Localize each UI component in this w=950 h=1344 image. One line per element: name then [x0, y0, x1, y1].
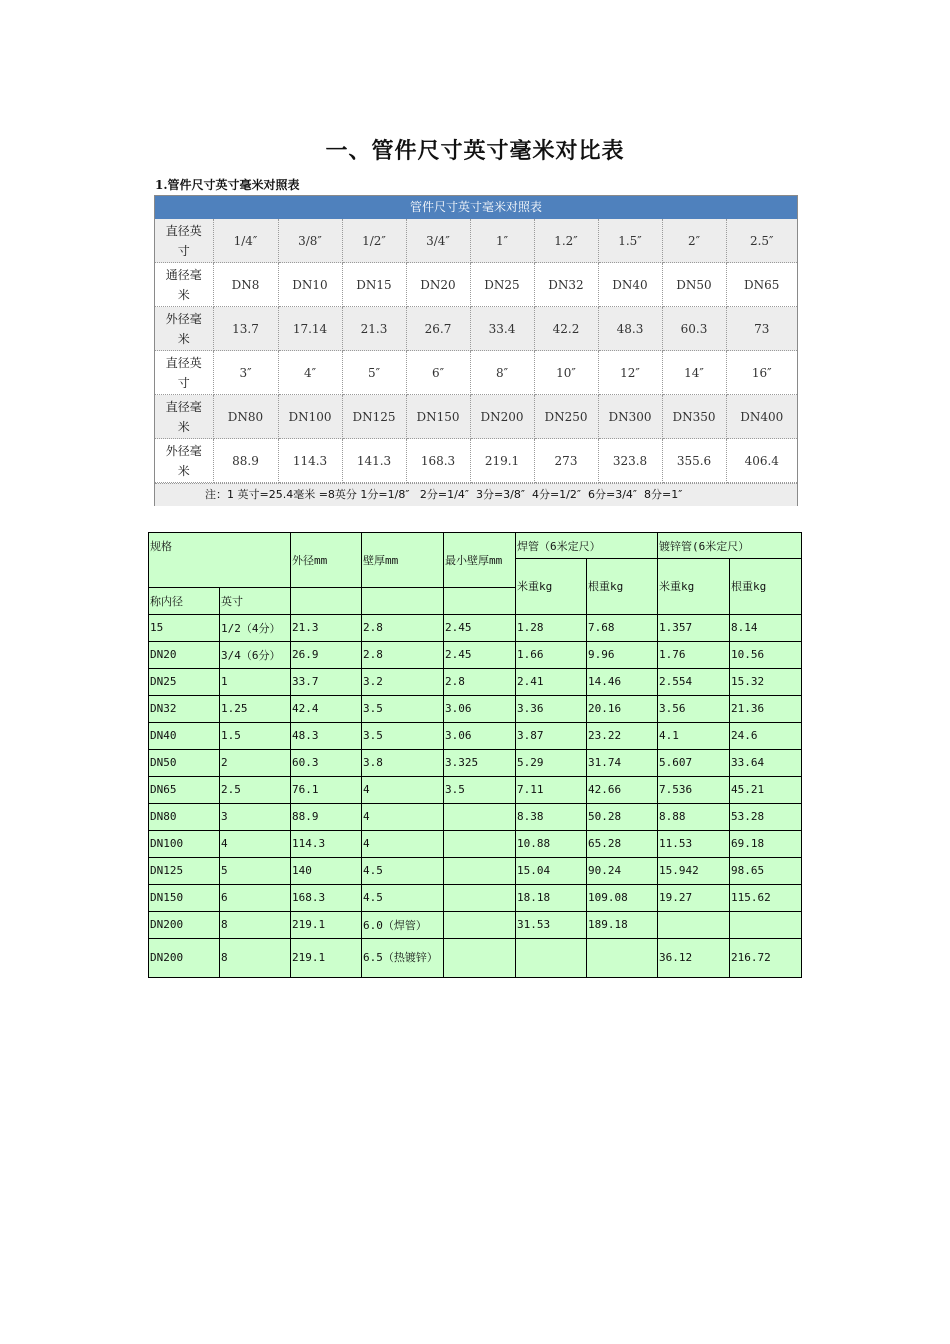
table-cell: 10.88 — [516, 830, 587, 857]
table-cell: 168.3 — [291, 884, 362, 911]
table-cell: 4 — [220, 830, 291, 857]
conversion-row — [155, 219, 797, 263]
table-cell: 2.8 — [444, 668, 516, 695]
conversion-cell: 12″ — [598, 351, 662, 395]
conversion-cell: 2″ — [662, 219, 726, 263]
table-cell: 14.46 — [587, 668, 658, 695]
size-conversion-table-header: 管件尺寸英寸毫米对照表 — [155, 196, 797, 219]
table-cell: 3.36 — [516, 695, 587, 722]
table-cell: 4.5 — [362, 857, 444, 884]
min-wall-thickness-header: 最小壁厚mm — [444, 533, 516, 588]
conversion-cell: 355.6 — [662, 439, 726, 483]
table-cell: 18.18 — [516, 884, 587, 911]
table-cell — [730, 911, 802, 938]
welded-piece-weight-header: 根重kg — [587, 559, 658, 615]
conversion-cell: DN100 — [278, 395, 342, 439]
table-cell: 50.28 — [587, 803, 658, 830]
conversion-cell: 323.8 — [598, 439, 662, 483]
table-row — [149, 668, 802, 695]
table-cell: 23.22 — [587, 722, 658, 749]
outer-diameter-header: 外径mm — [291, 533, 362, 588]
conversion-cell: 141.3 — [342, 439, 406, 483]
conversion-cell: 1.2″ — [534, 219, 598, 263]
table-cell: 114.3 — [291, 830, 362, 857]
table-cell: 219.1 — [291, 938, 362, 977]
conversion-cell: 3/4″ — [406, 219, 470, 263]
table-row — [149, 641, 802, 668]
size-conversion-table — [154, 195, 798, 506]
conversion-row — [155, 395, 797, 439]
conversion-cell: 1.5″ — [598, 219, 662, 263]
galv-meter-weight-header: 米重kg — [658, 559, 730, 615]
table-cell: DN100 — [149, 830, 220, 857]
conversion-cell: DN15 — [342, 263, 406, 307]
table-cell: 4.5 — [362, 884, 444, 911]
conversion-cell: 4″ — [278, 351, 342, 395]
conversion-cell: 219.1 — [470, 439, 534, 483]
table-cell: 4.1 — [658, 722, 730, 749]
conversion-cell: DN20 — [406, 263, 470, 307]
conversion-cell: DN300 — [598, 395, 662, 439]
header-filler — [444, 587, 516, 614]
row-label: 直径毫米 — [155, 395, 213, 439]
table-cell — [658, 911, 730, 938]
table-cell: 65.28 — [587, 830, 658, 857]
table-row — [149, 614, 802, 641]
table-row — [149, 722, 802, 749]
conversion-cell: DN125 — [342, 395, 406, 439]
table-cell: 4 — [362, 803, 444, 830]
table-cell: 140 — [291, 857, 362, 884]
table-cell: 98.65 — [730, 857, 802, 884]
table-cell: 2.45 — [444, 614, 516, 641]
table-cell: 21.36 — [730, 695, 802, 722]
conversion-cell: DN80 — [213, 395, 278, 439]
table-cell: 1.28 — [516, 614, 587, 641]
table-cell: 3.2 — [362, 668, 444, 695]
row-label: 直径英寸 — [155, 219, 213, 263]
table-cell: 1.25 — [220, 695, 291, 722]
conversion-cell: 168.3 — [406, 439, 470, 483]
table-cell: 3.5 — [362, 695, 444, 722]
row-label: 外径毫米 — [155, 307, 213, 351]
conversion-cell: 17.14 — [278, 307, 342, 351]
table-cell: 3.06 — [444, 695, 516, 722]
table-cell: DN125 — [149, 857, 220, 884]
table-cell: 8 — [220, 938, 291, 977]
conversion-cell: 3″ — [213, 351, 278, 395]
table-cell: 48.3 — [291, 722, 362, 749]
conversion-row — [155, 307, 797, 351]
conversion-cell: 406.4 — [726, 439, 797, 483]
conversion-cell: DN250 — [534, 395, 598, 439]
table-cell: 24.6 — [730, 722, 802, 749]
table-cell: 15 — [149, 614, 220, 641]
table-cell: 26.9 — [291, 641, 362, 668]
header-filler — [291, 587, 362, 614]
table-cell: 4 — [362, 830, 444, 857]
table-cell: DN50 — [149, 749, 220, 776]
table-cell: 2.554 — [658, 668, 730, 695]
table-cell — [444, 884, 516, 911]
galv-piece-weight-header: 根重kg — [730, 559, 802, 615]
section-subtitle: 1.管件尺寸英寸毫米对照表 — [155, 178, 300, 192]
conversion-cell: DN150 — [406, 395, 470, 439]
table-row — [149, 695, 802, 722]
table-row — [149, 857, 802, 884]
table-cell: 8 — [220, 911, 291, 938]
table-cell: DN80 — [149, 803, 220, 830]
table-cell: 3.5 — [444, 776, 516, 803]
conversion-cell: 21.3 — [342, 307, 406, 351]
conversion-cell: 6″ — [406, 351, 470, 395]
table-cell: 1.357 — [658, 614, 730, 641]
conversion-cell: 26.7 — [406, 307, 470, 351]
table-cell: 2.41 — [516, 668, 587, 695]
conversion-cell: DN65 — [726, 263, 797, 307]
table-cell: 219.1 — [291, 911, 362, 938]
table-cell: 216.72 — [730, 938, 802, 977]
conversion-cell: DN40 — [598, 263, 662, 307]
table-cell: 60.3 — [291, 749, 362, 776]
table-cell: 3.56 — [658, 695, 730, 722]
table-cell: 3.06 — [444, 722, 516, 749]
table-cell: 2.8 — [362, 641, 444, 668]
table-cell — [444, 911, 516, 938]
table-cell: 69.18 — [730, 830, 802, 857]
conversion-row — [155, 439, 797, 483]
table-cell: 1/2（4分） — [220, 614, 291, 641]
conversion-row — [155, 351, 797, 395]
spec-header-spacer — [149, 559, 291, 588]
table-cell: DN150 — [149, 884, 220, 911]
galvanized-pipe-header: 镀锌管(6米定尺） — [658, 533, 802, 559]
table-cell: 42.4 — [291, 695, 362, 722]
conversion-cell: DN50 — [662, 263, 726, 307]
table-cell — [444, 857, 516, 884]
conversion-cell: DN32 — [534, 263, 598, 307]
page-title: 一、管件尺寸英寸毫米对比表 — [325, 139, 625, 164]
table-cell: 36.12 — [658, 938, 730, 977]
table-cell: 1.76 — [658, 641, 730, 668]
conversion-cell: 13.7 — [213, 307, 278, 351]
conversion-cell: DN200 — [470, 395, 534, 439]
conversion-cell: 8″ — [470, 351, 534, 395]
table-cell: 33.64 — [730, 749, 802, 776]
table-cell: 3.325 — [444, 749, 516, 776]
table-cell: 5.607 — [658, 749, 730, 776]
table-cell: 90.24 — [587, 857, 658, 884]
conversion-cell: DN350 — [662, 395, 726, 439]
conversion-note: 注：1 英寸=25.4毫米 =8英分 1分=1/8″ 2分=1/4″ 3分=3/8″ 4分=1/2″ 6分=3/4″ 8分=1″ — [155, 483, 797, 506]
table-row — [149, 803, 802, 830]
pipe-weight-table — [148, 532, 802, 978]
conversion-cell: DN10 — [278, 263, 342, 307]
table-cell: 42.66 — [587, 776, 658, 803]
table-row — [149, 749, 802, 776]
table-cell: 45.21 — [730, 776, 802, 803]
conversion-cell: 5″ — [342, 351, 406, 395]
table-cell: 6 — [220, 884, 291, 911]
table-cell: 10.56 — [730, 641, 802, 668]
nominal-diameter-header: 称内径 — [149, 587, 220, 614]
conversion-cell: DN400 — [726, 395, 797, 439]
table-row — [149, 884, 802, 911]
table-cell: 33.7 — [291, 668, 362, 695]
conversion-cell: 273 — [534, 439, 598, 483]
header-filler — [362, 587, 444, 614]
table-cell: DN25 — [149, 668, 220, 695]
table-cell: 21.3 — [291, 614, 362, 641]
table-cell: 76.1 — [291, 776, 362, 803]
row-label: 通径毫米 — [155, 263, 213, 307]
table-cell: 6.0（焊管） — [362, 911, 444, 938]
table-cell: 2.8 — [362, 614, 444, 641]
table-cell: 19.27 — [658, 884, 730, 911]
table-cell: 15.942 — [658, 857, 730, 884]
conversion-cell: 33.4 — [470, 307, 534, 351]
table-cell: 1.66 — [516, 641, 587, 668]
table-cell: 1.5 — [220, 722, 291, 749]
table-cell: 3 — [220, 803, 291, 830]
table-cell: 8.88 — [658, 803, 730, 830]
table-cell: 3.5 — [362, 722, 444, 749]
conversion-cell: 2.5″ — [726, 219, 797, 263]
conversion-cell: 10″ — [534, 351, 598, 395]
table-cell: 11.53 — [658, 830, 730, 857]
table-cell: 1 — [220, 668, 291, 695]
table-row — [149, 911, 802, 938]
welded-pipe-header: 焊管（6米定尺） — [516, 533, 658, 559]
table-cell: 31.53 — [516, 911, 587, 938]
table-cell: 20.16 — [587, 695, 658, 722]
table-cell: 31.74 — [587, 749, 658, 776]
table-cell: DN32 — [149, 695, 220, 722]
row-label: 外径毫米 — [155, 439, 213, 483]
table-cell: 5.29 — [516, 749, 587, 776]
table-cell: DN40 — [149, 722, 220, 749]
wall-thickness-header: 壁厚mm — [362, 533, 444, 588]
size-conversion-grid — [155, 219, 797, 483]
table-cell: 115.62 — [730, 884, 802, 911]
table-row — [149, 830, 802, 857]
table-cell: DN65 — [149, 776, 220, 803]
table-cell: 3/4（6分） — [220, 641, 291, 668]
table-cell: 88.9 — [291, 803, 362, 830]
conversion-cell: 42.2 — [534, 307, 598, 351]
table-cell: 15.04 — [516, 857, 587, 884]
table-cell — [444, 830, 516, 857]
table-cell: 53.28 — [730, 803, 802, 830]
table-cell: 7.68 — [587, 614, 658, 641]
table-cell: 8.38 — [516, 803, 587, 830]
table-cell: 5 — [220, 857, 291, 884]
conversion-cell: DN25 — [470, 263, 534, 307]
conversion-cell: 60.3 — [662, 307, 726, 351]
table-cell: 109.08 — [587, 884, 658, 911]
conversion-cell: 16″ — [726, 351, 797, 395]
table-cell: 7.536 — [658, 776, 730, 803]
table-cell: 2 — [220, 749, 291, 776]
table-cell: 4 — [362, 776, 444, 803]
row-label: 直径英寸 — [155, 351, 213, 395]
table-cell — [587, 938, 658, 977]
conversion-cell: 3/8″ — [278, 219, 342, 263]
table-row — [149, 776, 802, 803]
table-cell: 8.14 — [730, 614, 802, 641]
table-cell: 3.8 — [362, 749, 444, 776]
table-cell: 2.5 — [220, 776, 291, 803]
table-cell: 3.87 — [516, 722, 587, 749]
table-cell: 15.32 — [730, 668, 802, 695]
conversion-cell: 14″ — [662, 351, 726, 395]
welded-meter-weight-header: 米重kg — [516, 559, 587, 615]
conversion-cell: 1″ — [470, 219, 534, 263]
conversion-cell: 88.9 — [213, 439, 278, 483]
table-cell: DN200 — [149, 911, 220, 938]
conversion-cell: 1/2″ — [342, 219, 406, 263]
table-cell: 2.45 — [444, 641, 516, 668]
table-cell — [516, 938, 587, 977]
conversion-cell: 48.3 — [598, 307, 662, 351]
table-cell: 9.96 — [587, 641, 658, 668]
conversion-cell: 1/4″ — [213, 219, 278, 263]
table-cell — [444, 938, 516, 977]
conversion-cell: DN8 — [213, 263, 278, 307]
inch-header: 英寸 — [220, 587, 291, 614]
table-cell: 6.5（热镀锌） — [362, 938, 444, 977]
conversion-cell: 73 — [726, 307, 797, 351]
table-cell: DN20 — [149, 641, 220, 668]
table-cell: 189.18 — [587, 911, 658, 938]
table-row — [149, 938, 802, 977]
table-cell: 7.11 — [516, 776, 587, 803]
conversion-cell: 114.3 — [278, 439, 342, 483]
table-cell: DN200 — [149, 938, 220, 977]
spec-header: 规格 — [149, 533, 291, 559]
table-cell — [444, 803, 516, 830]
conversion-row — [155, 263, 797, 307]
